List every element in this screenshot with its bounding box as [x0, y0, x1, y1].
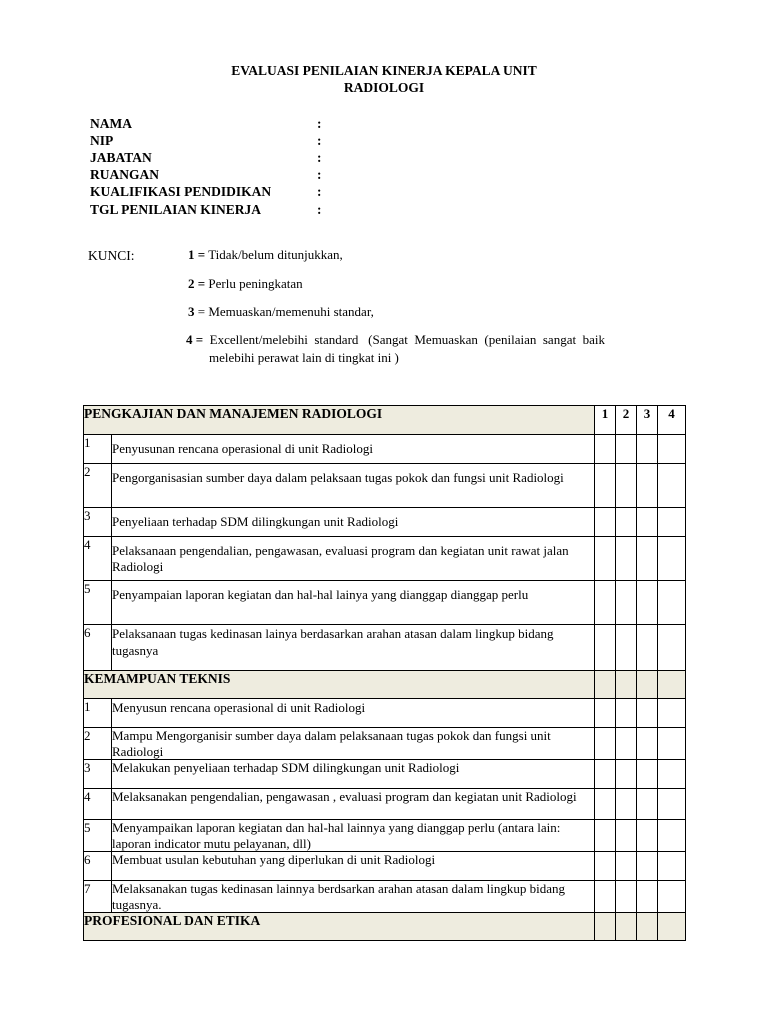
row-text: Mampu Mengorganisir sumber daya dalam pelaksanaan tugas pokok dan fungsi unit Radiologi: [112, 728, 595, 760]
row-text: Menyusun rencana operasional di unit Radiologi: [112, 699, 595, 728]
score-header-4: 4: [658, 406, 686, 435]
evaluation-table: [83, 405, 686, 941]
kunci-text: Tidak/belum ditunjukkan,: [208, 247, 343, 262]
score-cell-1[interactable]: [595, 537, 616, 581]
score-cell-3[interactable]: [637, 881, 658, 913]
kunci-text: Perlu peningkatan: [208, 276, 303, 291]
score-cell-4[interactable]: [658, 881, 686, 913]
row-text: Penyeliaan terhadap SDM dilingkungan unit Radiologi: [112, 508, 595, 537]
row-text: Pelaksanaan tugas kedinasan lainya berdasarkan arahan atasan dalam lingkup bidang tugasnya: [112, 625, 595, 671]
field-separator: :: [317, 167, 322, 182]
field-tgl-penilaian: [90, 201, 322, 218]
field-nip: [90, 132, 322, 149]
score-cell-3[interactable]: [637, 464, 658, 508]
row-number: 6: [84, 852, 112, 881]
score-cell-3[interactable]: [637, 699, 658, 728]
kunci-item-1: [188, 246, 343, 264]
score-cell-4[interactable]: [658, 435, 686, 464]
field-separator: :: [317, 133, 322, 148]
table-row: [84, 820, 686, 852]
score-cell-1[interactable]: [595, 435, 616, 464]
score-cell-2[interactable]: [616, 699, 637, 728]
section-title: KEMAMPUAN TEKNIS: [84, 671, 595, 699]
score-cell-3[interactable]: [637, 508, 658, 537]
document-title: EVALUASI PENILAIAN KINERJA KEPALA UNIT: [231, 63, 537, 78]
field-label: TGL PENILAIAN KINERJA: [90, 202, 262, 217]
score-cell-1[interactable]: [595, 508, 616, 537]
score-cell-2[interactable]: [616, 464, 637, 508]
row-number: 5: [84, 581, 112, 625]
score-cell-4[interactable]: [658, 760, 686, 789]
score-cell-3[interactable]: [637, 625, 658, 671]
score-cell-1[interactable]: [595, 699, 616, 728]
table-row: [84, 464, 686, 508]
table-row: [84, 625, 686, 671]
kunci-score: 4 =: [186, 332, 204, 347]
score-cell-2[interactable]: [616, 435, 637, 464]
table-row: [84, 789, 686, 820]
section-title: PENGKAJIAN DAN MANAJEMEN RADIOLOGI: [84, 406, 595, 435]
score-cell-4[interactable]: [658, 699, 686, 728]
field-label: NAMA: [90, 116, 132, 131]
field-label: NIP: [90, 133, 114, 148]
score-cell-1[interactable]: [595, 820, 616, 852]
row-number: 1: [84, 699, 112, 728]
score-cell-2[interactable]: [616, 625, 637, 671]
row-number: 6: [84, 625, 112, 671]
table-row: [84, 852, 686, 881]
score-cell-2[interactable]: [616, 581, 637, 625]
score-cell-3[interactable]: [637, 852, 658, 881]
table-row: [84, 581, 686, 625]
field-separator: :: [317, 202, 322, 217]
score-cell-1[interactable]: [595, 760, 616, 789]
table-row: [84, 508, 686, 537]
section-title: PROFESIONAL DAN ETIKA: [84, 913, 595, 941]
field-separator: :: [317, 150, 322, 165]
kunci-text: Excellent/melebihi standard (Sangat Memuaskan (penilaian sangat baik: [209, 332, 605, 347]
row-number: 3: [84, 508, 112, 537]
field-label: KUALIFIKASI PENDIDIKAN: [90, 184, 272, 199]
kunci-text: = Memuaskan/memenuhi standar,: [197, 304, 374, 319]
row-text: Penyusunan rencana operasional di unit Radiologi: [112, 435, 595, 464]
document-subtitle: RADIOLOGI: [343, 80, 425, 95]
field-label: JABATAN: [90, 150, 152, 165]
row-number: 4: [84, 537, 112, 581]
kunci-score: 2 =: [188, 276, 206, 291]
kunci-item-2: [188, 275, 303, 293]
score-header-1: 1: [595, 406, 616, 435]
score-cell-2[interactable]: [616, 760, 637, 789]
field-separator: :: [317, 184, 322, 199]
score-cell-4[interactable]: [658, 508, 686, 537]
score-cell-3[interactable]: [637, 789, 658, 820]
score-cell-3[interactable]: [637, 820, 658, 852]
row-number: 1: [84, 435, 112, 464]
score-cell-2[interactable]: [616, 820, 637, 852]
row-number: 2: [84, 728, 112, 760]
field-kualifikasi: [90, 183, 322, 200]
row-text: Melaksanakan tugas kedinasan lainnya berdsarkan arahan atasan dalam lingkup bidang tugasnya.: [112, 881, 595, 913]
score-cell-4[interactable]: [658, 537, 686, 581]
section-row: [84, 913, 686, 941]
table-row: [84, 435, 686, 464]
table-row: [84, 881, 686, 913]
score-cell-1[interactable]: [595, 581, 616, 625]
score-cell-1[interactable]: [595, 464, 616, 508]
row-text: Melaksanakan pengendalian, pengawasan , evaluasi program dan kegiatan unit Radiologi: [112, 789, 595, 820]
score-cell-2[interactable]: [616, 728, 637, 760]
score-cell-3[interactable]: [637, 435, 658, 464]
field-jabatan: [90, 149, 322, 166]
kunci-score: 3: [188, 304, 195, 319]
kunci-score: 1 =: [188, 247, 206, 262]
row-text: Penyampaian laporan kegiatan dan hal-hal lainya yang dianggap dianggap perlu: [112, 581, 595, 625]
score-cell-4[interactable]: [658, 464, 686, 508]
score-cell-2[interactable]: [616, 881, 637, 913]
table-row: [84, 537, 686, 581]
score-cell-2[interactable]: [616, 537, 637, 581]
score-cell-3[interactable]: [637, 581, 658, 625]
table-header-row: [84, 406, 686, 435]
field-nama: [90, 115, 322, 132]
score-cell-4[interactable]: [658, 789, 686, 820]
row-text: Melakukan penyeliaan terhadap SDM dilingkungan unit Radiologi: [112, 760, 595, 789]
score-cell-3[interactable]: [637, 728, 658, 760]
row-number: 7: [84, 881, 112, 913]
score-cell-4[interactable]: [658, 728, 686, 760]
row-number: 4: [84, 789, 112, 820]
score-cell-2[interactable]: [616, 789, 637, 820]
score-cell-3[interactable]: [637, 760, 658, 789]
kunci-item-4: [186, 331, 680, 349]
table-row: [84, 760, 686, 789]
score-cell-1[interactable]: [595, 625, 616, 671]
row-text: Pengorganisasian sumber daya dalam pelaksaan tugas pokok dan fungsi unit Radiologi: [112, 464, 595, 508]
score-cell-2[interactable]: [616, 508, 637, 537]
kunci-label: KUNCI:: [88, 248, 135, 263]
field-label: RUANGAN: [90, 167, 159, 182]
row-text: Menyampaikan laporan kegiatan dan hal-hal lainnya yang dianggap perlu (antara lain: laporan indicator mutu pelayanan, dll): [112, 820, 595, 852]
kunci-item-3: [188, 303, 374, 321]
score-cell-1[interactable]: [595, 852, 616, 881]
score-header-3: 3: [637, 406, 658, 435]
score-cell-4[interactable]: [658, 852, 686, 881]
field-separator: :: [317, 116, 322, 131]
score-cell-2[interactable]: [616, 852, 637, 881]
kunci-item-4-continued: melebihi perawat lain di tingkat ini ): [209, 350, 399, 365]
score-cell-1[interactable]: [595, 881, 616, 913]
score-cell-4[interactable]: [658, 820, 686, 852]
table-row: [84, 728, 686, 760]
score-cell-4[interactable]: [658, 625, 686, 671]
score-cell-1[interactable]: [595, 728, 616, 760]
row-number: 5: [84, 820, 112, 852]
row-text: Membuat usulan kebutuhan yang diperlukan di unit Radiologi: [112, 852, 595, 881]
field-ruangan: [90, 166, 322, 183]
section-row: [84, 671, 686, 699]
score-cell-3[interactable]: [637, 537, 658, 581]
row-text: Pelaksanaan pengendalian, pengawasan, evaluasi program dan kegiatan unit rawat jalan Radiologi: [112, 537, 595, 581]
score-header-2: 2: [616, 406, 637, 435]
row-number: 3: [84, 760, 112, 789]
score-cell-1[interactable]: [595, 789, 616, 820]
score-cell-4[interactable]: [658, 581, 686, 625]
row-number: 2: [84, 464, 112, 508]
table-row: [84, 699, 686, 728]
